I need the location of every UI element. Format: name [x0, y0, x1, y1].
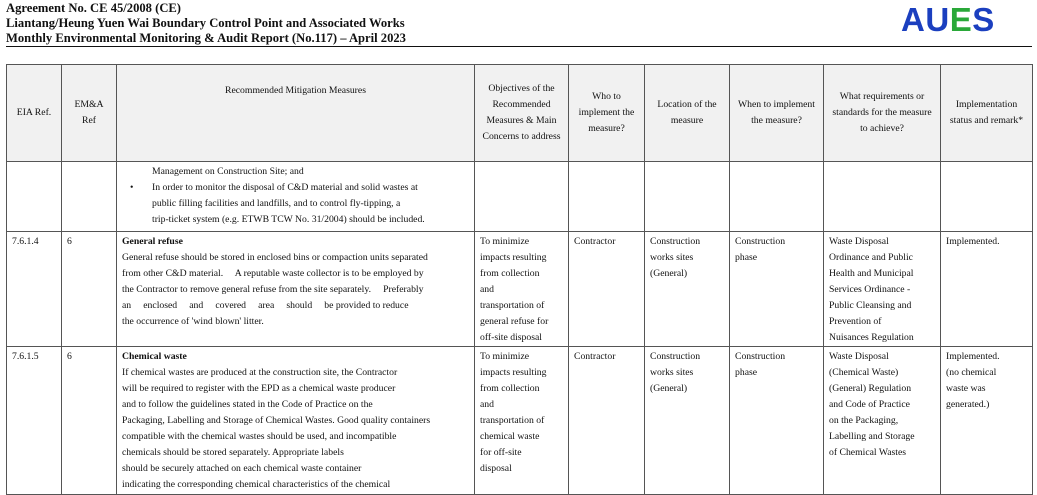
- report-title: Monthly Environmental Monitoring & Audit Report (No.117) – April 2023: [6, 31, 406, 45]
- table-row: [7, 162, 1033, 232]
- agreement-no: Agreement No. CE 45/2008 (CE): [6, 1, 182, 15]
- when: Construction phase: [730, 232, 824, 347]
- standard: Waste Disposal (Chemical Waste) (General) Regulation and Code of Practice on the Packaging, Labelling and Storage of Chemical Wastes: [824, 347, 941, 495]
- col-status: Implementation status and remark*: [941, 65, 1033, 162]
- mitigation-measures-table: [6, 64, 1033, 495]
- measure: Chemical waste If chemical wastes are produced at the construction site, the Contractor will be required to register with the EPD as a chemical waste producer and to follow the guidelines stated in the Code of Practice on the Packaging, Labelling and Storage of Chemical Wastes. Good quality containers compatible with the chemical wastes should be used, and incompatible chemicals should be stored separately. Appropriate labels should be securely attached on each chemical waste container indicating the corresponding chemical characteristics of the chemical: [117, 347, 475, 495]
- measure-continuation: Management on Construction Site; and • In order to monitor the disposal of C&D material and solid wastes at public filling facilities and landfills, and to control fly-tipping, a trip-ticket system (e.g. ETWB TCW No. 31/2004) should be included.: [117, 162, 475, 232]
- ema-ref: 6: [62, 232, 117, 347]
- when: Construction phase: [730, 347, 824, 495]
- col-standards: What requirements or standards for the measure to achieve?: [824, 65, 941, 162]
- project-title: Liantang/Heung Yuen Wai Boundary Control Point and Associated Works: [6, 16, 405, 30]
- status: Implemented. (no chemical waste was generated.): [941, 347, 1033, 495]
- measure-title: General refuse: [122, 236, 183, 247]
- col-ema-ref: EM&A Ref: [62, 65, 117, 162]
- eia-ref: 7.6.1.5: [7, 347, 62, 495]
- status: Implemented.: [941, 232, 1033, 347]
- objective: To minimize impacts resulting from collection and transportation of chemical waste for off-site disposal: [475, 347, 569, 495]
- aues-logo: AUES: [901, 1, 995, 38]
- col-when: When to implement the measure?: [730, 65, 824, 162]
- measure: General refuse General refuse should be stored in enclosed bins or compaction units separated from other C&D material. A reputable waste collector is to be employed by the Contractor to remove general refuse from the site separately. Preferably an enclosed and covered area should be provided to reduce the occurrence of 'wind blown' litter.: [117, 232, 475, 347]
- who: Contractor: [569, 232, 645, 347]
- table-row: [7, 347, 1033, 495]
- table-row: [7, 232, 1033, 347]
- measure-title: Chemical waste: [122, 351, 187, 362]
- bullet-icon: •: [130, 182, 134, 193]
- location: Construction works sites (General): [645, 347, 730, 495]
- report-header: [6, 1, 406, 46]
- header-divider: [6, 46, 1032, 47]
- col-measures: Recommended Mitigation Measures: [117, 65, 475, 162]
- objective: To minimize impacts resulting from collection and transportation of general refuse for off-site disposal: [475, 232, 569, 347]
- who: Contractor: [569, 347, 645, 495]
- col-who: Who to implement the measure?: [569, 65, 645, 162]
- standard: Waste Disposal Ordinance and Public Health and Municipal Services Ordinance - Public Cleansing and Prevention of Nuisances Regulation: [824, 232, 941, 347]
- col-eia-ref: EIA Ref.: [7, 65, 62, 162]
- location: Construction works sites (General): [645, 232, 730, 347]
- eia-ref: 7.6.1.4: [7, 232, 62, 347]
- ema-ref: 6: [62, 347, 117, 495]
- table-header-row: [7, 65, 1033, 162]
- col-objectives: Objectives of the Recommended Measures & Main Concerns to address: [475, 65, 569, 162]
- col-location: Location of the measure: [645, 65, 730, 162]
